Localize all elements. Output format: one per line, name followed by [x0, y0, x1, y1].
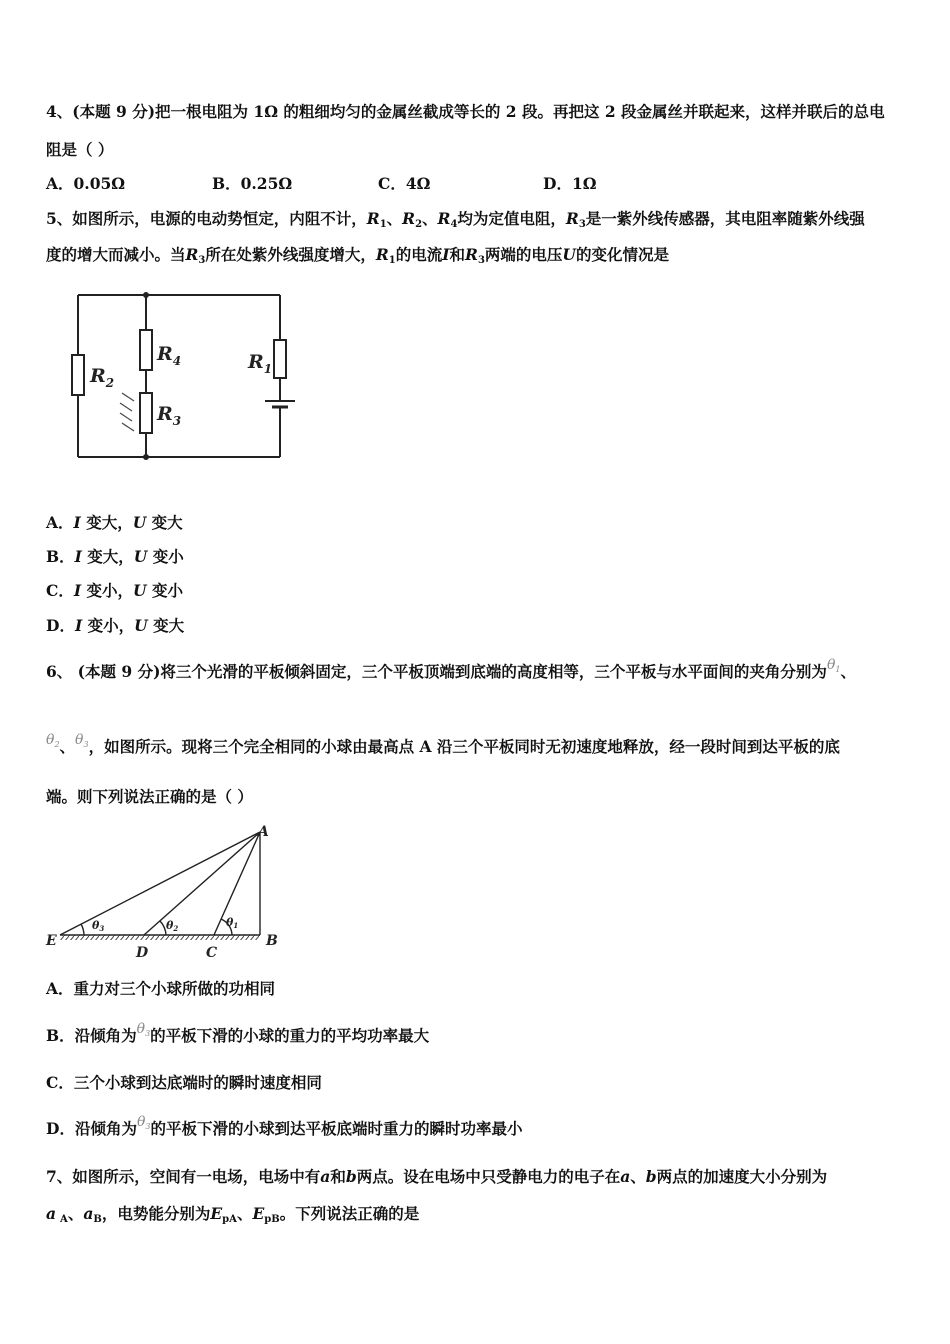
ground-hatching	[60, 935, 260, 940]
label-c: C	[206, 945, 218, 961]
label-theta2: θ2	[166, 919, 179, 933]
q6-line-1: 6、 (本题 9 分)将三个光滑的平板倾斜固定，三个平板顶端到底端的高度相等，三个平板与水平面间的夹角分别为$\theta_1$、	[46, 657, 856, 681]
theta-2-symbol: $\theta_2$	[46, 732, 60, 749]
resistor-r2	[72, 355, 84, 395]
circuit-diagram	[60, 285, 300, 470]
theta-3-symbol: $\theta_3$	[75, 732, 89, 749]
resistor-r4	[140, 330, 152, 370]
q6-option-b[interactable]: B．沿倾角为$\theta_3$的平板下滑的小球的重力的平均功率最大	[46, 1021, 430, 1045]
label-r1: $R_1$	[248, 351, 273, 376]
q7-line-2: a $_A$、$a_B$，电势能分别为$E_{pA}$、$E_{pB}$。下列说法正确的是	[46, 1204, 420, 1225]
label-r3: $R_3$	[157, 403, 182, 428]
q6-line-3: 端。则下列说法正确的是（ ）	[46, 787, 253, 806]
label-e: E	[46, 933, 57, 949]
theta-3-symbol: $\theta_3$	[136, 1114, 151, 1131]
theta-3-symbol: $\theta_3$	[136, 1021, 151, 1038]
q4-option-b[interactable]: B．0.25Ω	[212, 174, 293, 193]
junction-top	[143, 292, 149, 298]
q6-option-d[interactable]: D．沿倾角为$\theta_3$的平板下滑的小球到达平板底端时重力的瞬时功率最小	[46, 1114, 523, 1138]
q6-option-c[interactable]: C．三个小球到达底端时的瞬时速度相同	[46, 1073, 322, 1092]
q5-line-2: 度的增大而减小。当$R_3$所在处紫外线强度增大，$R_1$的电流I和$R_3$两端的电压U的变化情况是	[46, 245, 669, 266]
q6-option-a[interactable]: A．重力对三个小球所做的功相同	[46, 979, 276, 998]
uv-light-arrows	[120, 393, 134, 431]
angle-arc-3	[81, 924, 84, 935]
q5-option-b[interactable]: B．I 变大，U 变小	[46, 547, 184, 566]
q4-line-2: 阻是（ ）	[46, 140, 114, 159]
label-r2: $R_2$	[90, 365, 115, 390]
q6-line-2: $\theta_2$、$\theta_3$，如图所示。现将三个完全相同的小球由最高点 A 沿三个平板同时无初速度地释放，经一段时间到达平板的底	[46, 732, 840, 756]
label-r4: $R_4$	[157, 343, 182, 368]
label-d: D	[136, 945, 149, 961]
q4-option-a[interactable]: A．0.05Ω	[46, 174, 126, 193]
q4-option-c[interactable]: C．4Ω	[378, 174, 431, 193]
label-a: A	[258, 824, 269, 840]
q7-line-1: 7、如图所示，空间有一电场，电场中有a和b两点。设在电场中只受静电力的电子在a、b两点的加速度大小分别为	[46, 1167, 828, 1186]
resistor-r1	[274, 340, 286, 378]
q5-line-1: 5、如图所示，电源的电动势恒定，内阻不计，$R_1$、$R_2$、$R_4$均为定值电阻，$R_3$是一紫外线传感器，其电阻率随紫外线强	[46, 209, 865, 230]
q5-option-a[interactable]: A．I 变大，U 变大	[46, 513, 183, 532]
label-b: B	[266, 933, 278, 949]
q4-line-1: 4、(本题 9 分)把一根电阻为 1Ω 的粗细均匀的金属丝截成等长的 2 段。再把这 2 段金属丝并联起来，这样并联后的总电	[46, 102, 885, 121]
label-theta3: θ3	[92, 919, 105, 933]
theta-1-symbol: $\theta_1$	[826, 657, 841, 674]
incline-diagram	[44, 822, 284, 962]
q4-option-d[interactable]: D．1Ω	[543, 174, 597, 193]
junction-bottom	[143, 454, 149, 460]
q5-option-d[interactable]: D．I 变小，U 变大	[46, 616, 185, 635]
label-theta1: θ1	[226, 916, 239, 930]
resistor-r3	[140, 393, 152, 433]
q5-option-c[interactable]: C．I 变小，U 变小	[46, 581, 183, 600]
